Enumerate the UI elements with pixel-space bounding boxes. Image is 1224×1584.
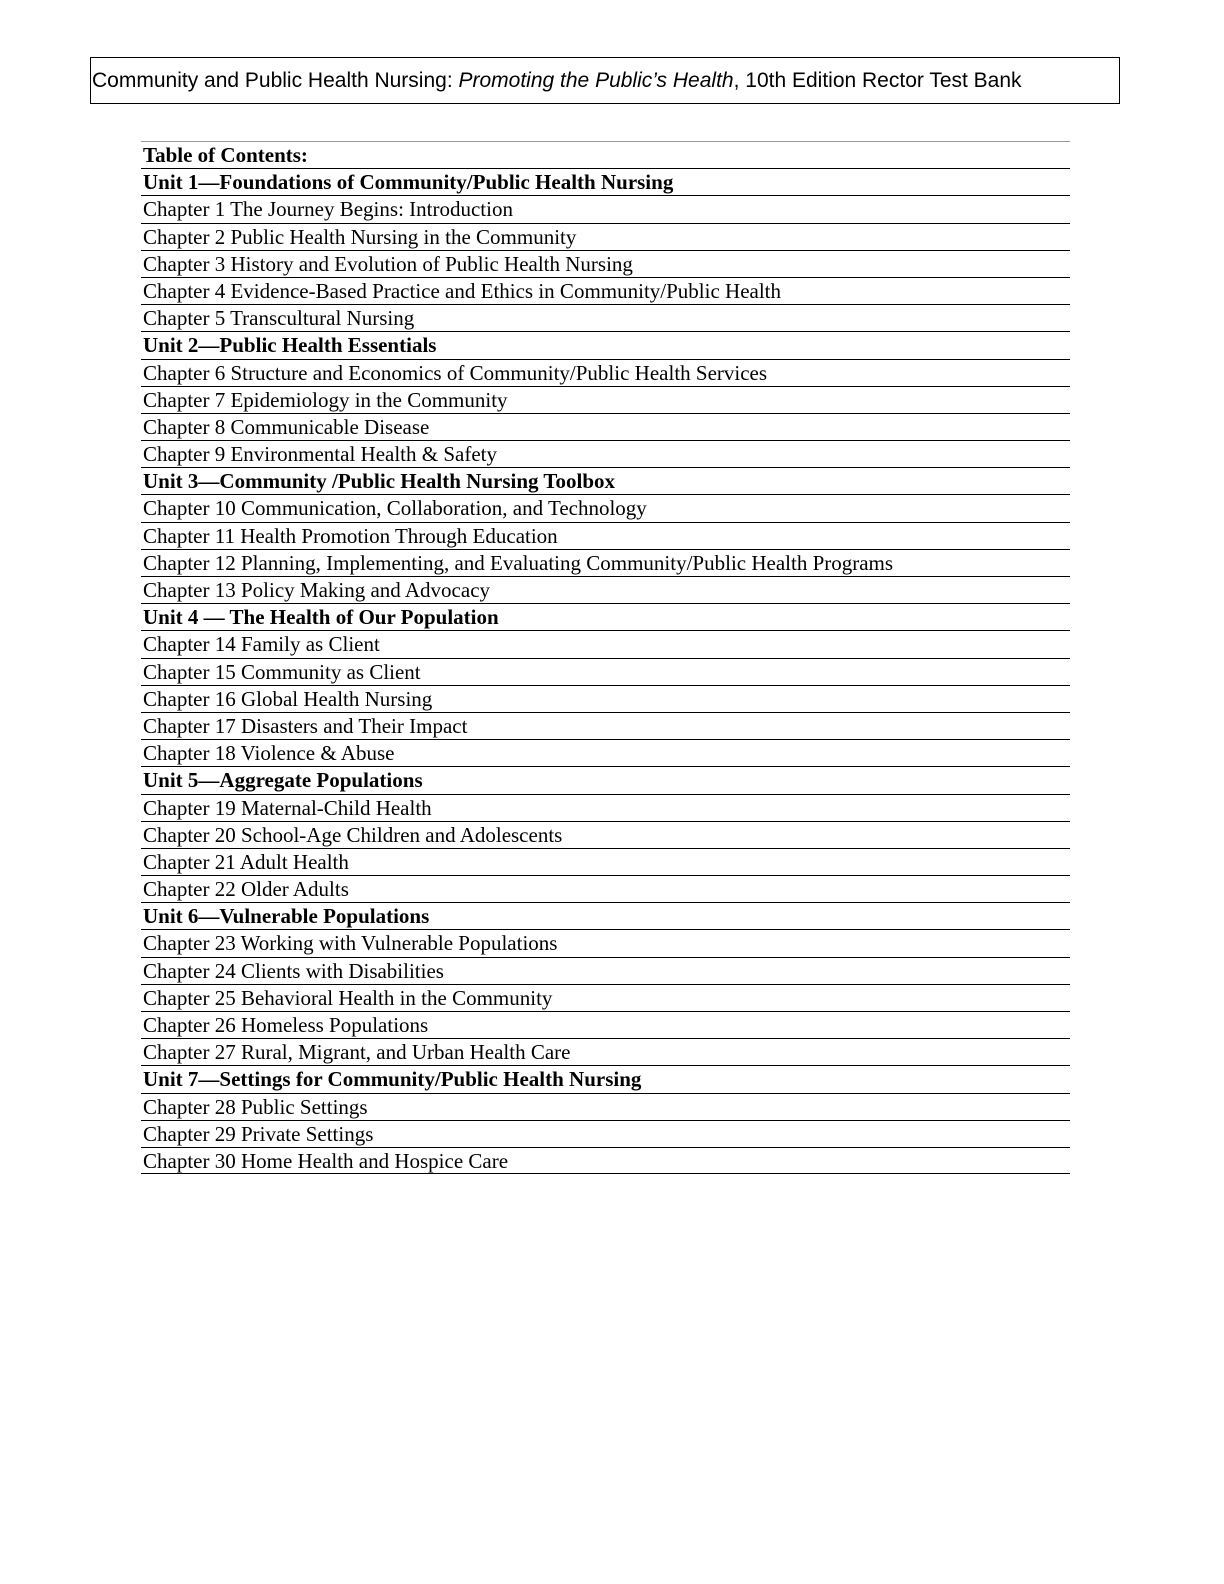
toc-chapter-entry: Chapter 21 Adult Health xyxy=(141,848,1070,875)
toc-chapter-entry: Chapter 8 Communicable Disease xyxy=(141,413,1070,440)
toc-chapter-entry: Chapter 16 Global Health Nursing xyxy=(141,685,1070,712)
toc-chapter-entry: Chapter 26 Homeless Populations xyxy=(141,1011,1070,1038)
toc-chapter-entry: Chapter 18 Violence & Abuse xyxy=(141,739,1070,766)
header-title-suffix: , 10th Edition Rector Test Bank xyxy=(733,69,1022,92)
toc-chapter-entry: Chapter 15 Community as Client xyxy=(141,658,1070,685)
toc-chapter-entry: Chapter 28 Public Settings xyxy=(141,1093,1070,1120)
toc-chapter-entry: Chapter 9 Environmental Health & Safety xyxy=(141,440,1070,467)
header-title-prefix: Community and Public Health Nursing: xyxy=(92,69,459,92)
toc-chapter-entry: Chapter 1 The Journey Begins: Introduction xyxy=(141,195,1070,222)
toc-chapter-entry: Chapter 24 Clients with Disabilities xyxy=(141,957,1070,984)
toc-chapter-entry: Chapter 25 Behavioral Health in the Community xyxy=(141,984,1070,1011)
header-title-italic: Promoting the Public’s Health xyxy=(458,69,734,92)
toc-heading: Table of Contents: xyxy=(141,141,1070,168)
toc-chapter-entry: Chapter 11 Health Promotion Through Education xyxy=(141,522,1070,549)
toc-unit-heading: Unit 1—Foundations of Community/Public Health Nursing xyxy=(141,168,1070,195)
toc-chapter-entry: Chapter 12 Planning, Implementing, and Evaluating Community/Public Health Programs xyxy=(141,549,1070,576)
toc-chapter-entry: Chapter 23 Working with Vulnerable Populations xyxy=(141,929,1070,956)
toc-chapter-entry: Chapter 14 Family as Client xyxy=(141,630,1070,657)
toc-unit-heading: Unit 5—Aggregate Populations xyxy=(141,766,1070,793)
toc-chapter-entry: Chapter 2 Public Health Nursing in the Community xyxy=(141,223,1070,250)
toc-unit-heading: Unit 3—Community /Public Health Nursing Toolbox xyxy=(141,467,1070,494)
document-header xyxy=(90,57,1120,104)
toc-unit-heading: Unit 6—Vulnerable Populations xyxy=(141,902,1070,929)
toc-chapter-entry: Chapter 5 Transcultural Nursing xyxy=(141,304,1070,331)
toc-chapter-entry: Chapter 19 Maternal-Child Health xyxy=(141,794,1070,821)
toc-chapter-entry: Chapter 27 Rural, Migrant, and Urban Health Care xyxy=(141,1038,1070,1065)
toc-chapter-entry: Chapter 7 Epidemiology in the Community xyxy=(141,386,1070,413)
toc-chapter-entry: Chapter 17 Disasters and Their Impact xyxy=(141,712,1070,739)
toc-unit-heading: Unit 4 — The Health of Our Population xyxy=(141,603,1070,630)
toc-chapter-entry: Chapter 20 School-Age Children and Adolescents xyxy=(141,821,1070,848)
toc-chapter-entry: Chapter 4 Evidence-Based Practice and Ethics in Community/Public Health xyxy=(141,277,1070,304)
toc-chapter-entry: Chapter 30 Home Health and Hospice Care xyxy=(141,1147,1070,1174)
table-of-contents xyxy=(141,141,1070,1174)
toc-rows xyxy=(141,168,1070,1174)
toc-chapter-entry: Chapter 10 Communication, Collaboration, and Technology xyxy=(141,494,1070,521)
toc-chapter-entry: Chapter 6 Structure and Economics of Community/Public Health Services xyxy=(141,359,1070,386)
toc-chapter-entry: Chapter 22 Older Adults xyxy=(141,875,1070,902)
toc-unit-heading: Unit 2—Public Health Essentials xyxy=(141,331,1070,358)
toc-chapter-entry: Chapter 3 History and Evolution of Public Health Nursing xyxy=(141,250,1070,277)
toc-unit-heading: Unit 7—Settings for Community/Public Health Nursing xyxy=(141,1065,1070,1092)
toc-chapter-entry: Chapter 29 Private Settings xyxy=(141,1120,1070,1147)
toc-chapter-entry: Chapter 13 Policy Making and Advocacy xyxy=(141,576,1070,603)
